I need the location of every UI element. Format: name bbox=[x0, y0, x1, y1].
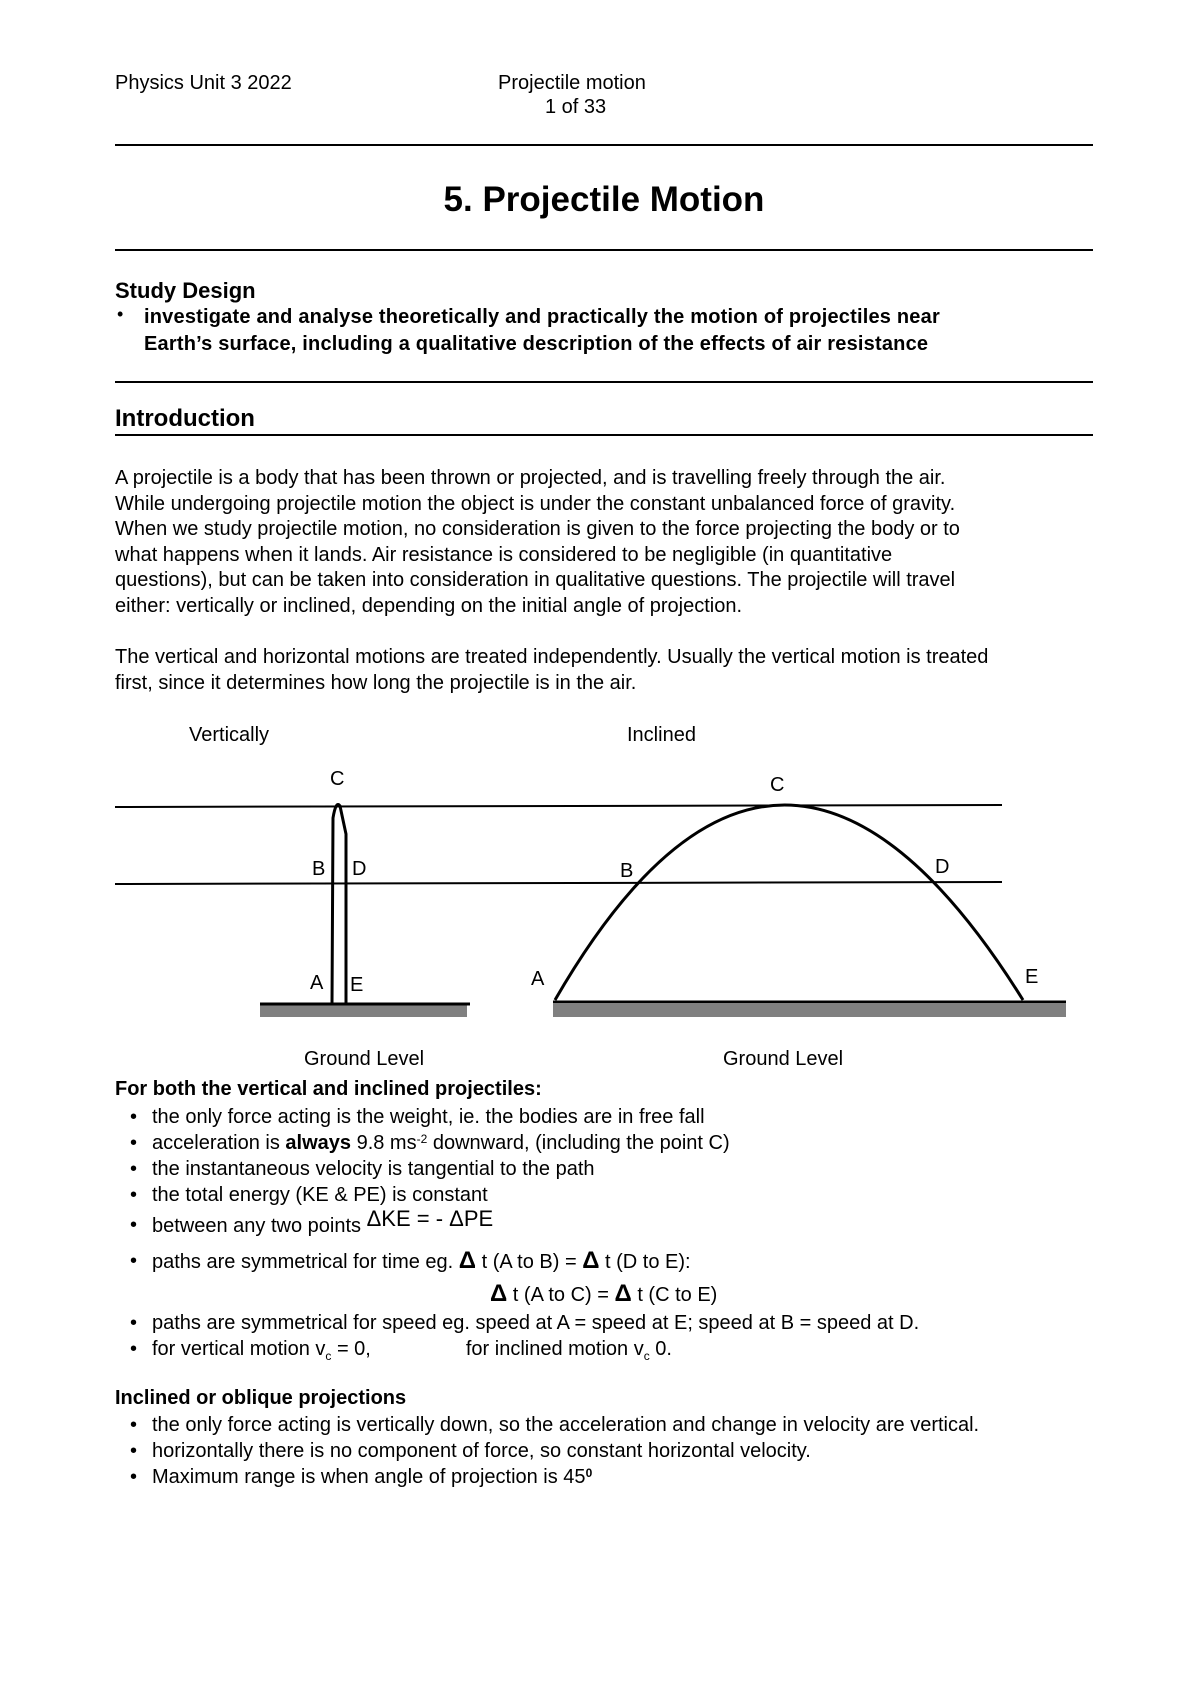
page-title: 5. Projectile Motion bbox=[443, 180, 765, 219]
time-symmetry-line: Δ t (A to C) = Δ t (C to E) bbox=[490, 1280, 718, 1307]
point-label-a: A bbox=[531, 968, 545, 990]
text-line: what happens when it lands. Air resistance is considered to be negligible (in quantitative bbox=[115, 543, 893, 566]
point-label-d: D bbox=[352, 858, 367, 880]
introduction-heading: Introduction bbox=[115, 405, 255, 432]
study-design-text: investigate and analyse theoretically and practically the motion of projectiles near bbox=[144, 306, 940, 328]
text-line: questions), but can be taken into consideration in qualitative questions. The projectile will travel bbox=[115, 569, 956, 592]
study-design-heading: Study Design bbox=[115, 278, 256, 303]
energy-formula: ΔKE = - ΔPE bbox=[366, 1206, 494, 1231]
inclined-label: Inclined bbox=[627, 724, 696, 746]
inclined-heading: Inclined or oblique projections bbox=[115, 1387, 407, 1409]
point-label-a: A bbox=[310, 972, 324, 994]
text-line: When we study projectile motion, no consideration is given to the force projecting the body or to bbox=[115, 518, 960, 541]
page-number: 1 of 33 bbox=[545, 96, 607, 118]
parabola-path bbox=[555, 805, 1023, 1000]
ground-bar-vertical bbox=[260, 1004, 467, 1017]
point-label-c: C bbox=[330, 768, 345, 790]
both-heading: For both the vertical and inclined projectiles: bbox=[115, 1078, 542, 1100]
text-line: While undergoing projectile motion the object is under the constant unbalanced force of gravity. bbox=[115, 492, 956, 515]
header-center: Projectile motion bbox=[498, 72, 646, 94]
text-line: either: vertically or inclined, depending on the initial angle of projection. bbox=[115, 594, 743, 617]
bullet-icon: • bbox=[117, 304, 124, 324]
header-left: Physics Unit 3 2022 bbox=[115, 72, 292, 94]
vertically-label: Vertically bbox=[189, 724, 270, 746]
text-line: The vertical and horizontal motions are treated independently. Usually the vertical motion is treated bbox=[115, 646, 989, 668]
ground-level-label: Ground Level bbox=[304, 1048, 425, 1070]
study-design-text: Earth’s surface, including a qualitative description of the effects of air resistance bbox=[144, 333, 929, 355]
ground-bar-inclined bbox=[553, 1004, 1066, 1017]
document-page: Physics Unit 3 2022 Projectile motion 1 of 33 5. Projectile Motion Study Design • investigate and analyse theoretically and practically the motion of projectiles near Earth’s surface, including a qualitative description of the effects of air resistance Introduction A projectile is a body that has been thrown or projected, and is travelling freely through the air. While undergoing projectile motion the object is under the constant unbalanced force of gravity. When we study projectile motion, no consideration is given to the force projecting the body or to what happens when it lands. Air resistance is considered to be negligible (in quantitative questions), but can be taken into consideration in qualitative questions. The projectile will travel either: vertically or inclined, depending on the initial angle of projection. The vertical and horizontal motions are treated independently. Usually the vertical motion is treated first, since it determines how long the projectile is in the air. Vertically Inclined C B D A E C B D A E Ground Level Ground Level For both the vertical and inclined projectiles: • the only force acting is the weight, ie. the bodies are in free fall • acceleration is always 9.8 $ms^{-2}$ downward, (including the point C) • the instantaneous velocity is tangential to the path • the total energy (KE & PE) is constant • between any two points ΔKE = - ΔPE • paths are symmetrical for time eg. Δ t (A to B) = Δ t (D to E): Δ t (A to C) = Δ t (C to E) • paths are symmetrical for speed eg. speed at A = speed at E; speed at B = speed at D. • for vertical motion $v_c = 0$, for inclined motion $v_c$ 0. Inclined or oblique projections • the only force acting is vertically down, so the acceleration and change in velocity are vertical. • horizontally there is no component of force, so constant horizontal velocity. • Maximum range is when angle of projection is $45^0$ bbox=[0, 0, 1200, 1698]
text-line: A projectile is a body that has been thrown or projected, and is travelling freely through the air. bbox=[115, 467, 946, 489]
point-label-b: B bbox=[620, 860, 634, 882]
point-label-c: C bbox=[770, 774, 785, 796]
point-label-e: E bbox=[350, 974, 364, 996]
ground-level-label: Ground Level bbox=[723, 1048, 844, 1070]
point-label-b: B bbox=[312, 858, 326, 880]
point-label-d: D bbox=[935, 856, 950, 878]
point-label-e: E bbox=[1025, 966, 1039, 988]
text-line: first, since it determines how long the projectile is in the air. bbox=[115, 671, 637, 694]
